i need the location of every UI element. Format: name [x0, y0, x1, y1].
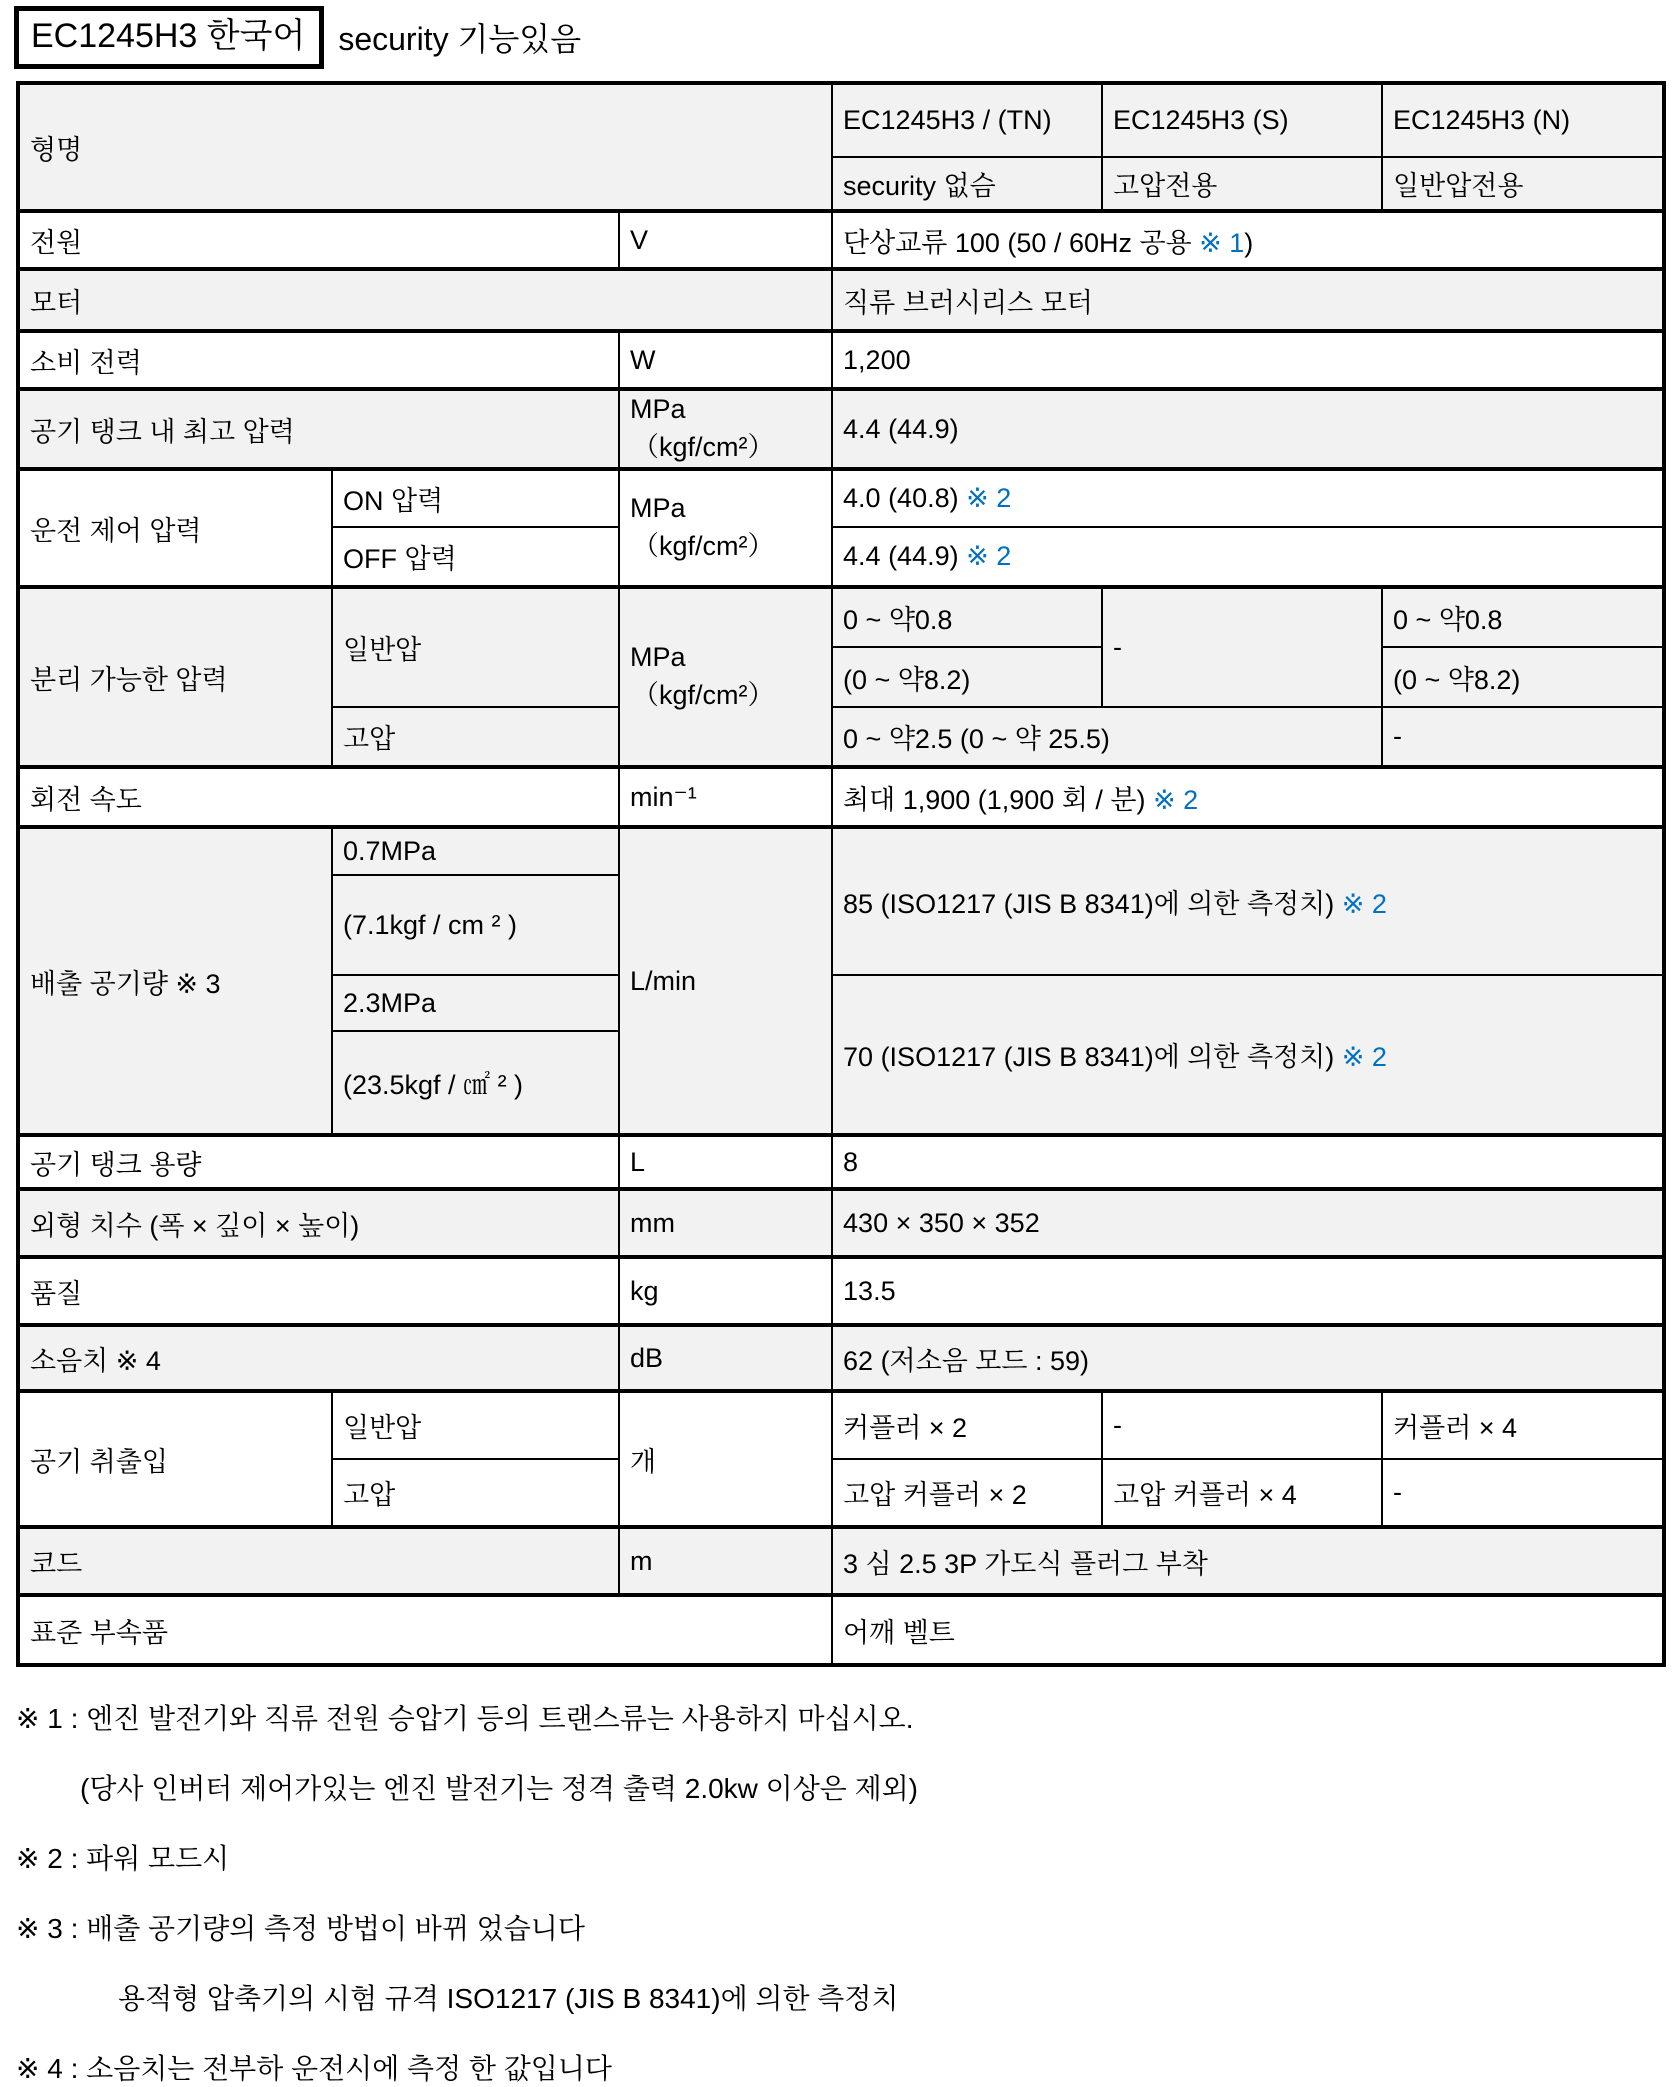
row-discharge-07 [18, 827, 1664, 875]
tank-capacity-value: 8 [832, 1135, 1664, 1189]
air-port-high-s-value: 고압 커플러 × 4 [1102, 1459, 1382, 1527]
model-title-box: EC1245H3 한국어 [14, 6, 324, 69]
discharge-label: 배출 공기량 ※ 3 [18, 827, 332, 1135]
power-value-close: ) [1244, 227, 1254, 258]
standard-accessories-label: 표준 부속품 [18, 1595, 832, 1665]
col-header-s: EC1245H3 (S) [1102, 83, 1382, 157]
row-max-tank-pressure [18, 389, 1664, 469]
discharge-23-value [832, 975, 1664, 1135]
col-subheader-tn: security 없슴 [832, 157, 1102, 211]
op-control-label: 운전 제어 압력 [18, 469, 332, 587]
row-tank-capacity [18, 1135, 1664, 1189]
footnote-1: ※ 1 : 엔진 발전기와 직류 전원 승압기 등의 트랜스류는 사용하지 마십시오. [16, 1703, 914, 1735]
footnote-ref-2: ※ 2 [1341, 889, 1387, 920]
model-name-header: 형명 [18, 83, 832, 211]
title-bar [0, 0, 1678, 69]
discharge-unit: L/min [619, 827, 832, 1135]
unit-line1: MPa [630, 493, 686, 524]
air-port-high-n-value: - [1382, 1459, 1664, 1527]
row-op-control-on [18, 469, 1664, 527]
mass-value: 13.5 [832, 1257, 1664, 1325]
op-control-on-sublabel: ON 압력 [332, 469, 619, 527]
noise-unit: dB [619, 1325, 832, 1391]
off-value-text: 4.4 (44.9) [843, 541, 967, 572]
power-value-text: 단상교류 100 (50 / 60Hz 공용 [843, 227, 1200, 258]
air-port-normal-n-value: 커플러 × 4 [1382, 1391, 1664, 1459]
footnote-ref-2: ※ 2 [966, 483, 1012, 514]
row-power [18, 211, 1664, 269]
standard-accessories-value: 어깨 벨트 [832, 1595, 1664, 1665]
op-control-off-value [832, 527, 1664, 587]
discharge-07-text: 85 (ISO1217 (JIS B 8341)에 의한 측정치) [843, 889, 1342, 920]
separable-label: 분리 가능한 압력 [18, 587, 332, 767]
on-value-text: 4.0 (40.8) [843, 483, 967, 514]
unit-line1: MPa [630, 642, 686, 673]
power-unit: V [619, 211, 832, 269]
discharge-sublabel-23mpa: 2.3MPa [332, 975, 619, 1031]
air-port-normal-tn-value: 커플러 × 2 [832, 1391, 1102, 1459]
unit-line1: MPa [630, 394, 686, 425]
unit-line2: （kgf/cm²） [632, 531, 775, 562]
op-control-on-value [832, 469, 1664, 527]
footnote-3: ※ 3 : 배출 공기량의 측정 방법이 바뀌 었습니다 [16, 1913, 585, 1945]
dimensions-value: 430 × 350 × 352 [832, 1189, 1664, 1257]
col-header-n: EC1245H3 (N) [1382, 83, 1664, 157]
op-control-unit [619, 469, 832, 587]
col-subheader-n: 일반압전용 [1382, 157, 1664, 211]
separable-high-tn-s-value: 0 ~ 약2.5 (0 ~ 약 25.5) [832, 707, 1382, 767]
cord-unit: m [619, 1527, 832, 1595]
spec-table [16, 81, 1666, 1667]
max-tank-pressure-unit [619, 389, 832, 469]
footnote-ref-2: ※ 2 [1341, 1042, 1387, 1073]
unit-line2: （kgf/cm²） [632, 432, 775, 463]
op-control-off-sublabel: OFF 압력 [332, 527, 619, 587]
rotation-speed-unit: min⁻¹ [619, 767, 832, 827]
rotation-value-text: 최대 1,900 (1,900 회 / 분) [843, 784, 1153, 815]
separable-normal-tn-value: 0 ~ 약0.8 [832, 587, 1102, 647]
air-port-high-sublabel: 고압 [332, 1459, 619, 1527]
unit-line2: （kgf/cm²） [632, 680, 775, 711]
tank-capacity-label: 공기 탱크 용량 [18, 1135, 619, 1189]
row-standard-accessories [18, 1595, 1664, 1665]
dimensions-unit: mm [619, 1189, 832, 1257]
page-subtitle: security 기능있음 [338, 20, 582, 57]
discharge-23-text: 70 (ISO1217 (JIS B 8341)에 의한 측정치) [843, 1042, 1342, 1073]
discharge-sublabel-07mpa: 0.7MPa [332, 827, 619, 875]
motor-value: 직류 브러시리스 모터 [832, 269, 1664, 331]
air-port-label: 공기 취출입 [18, 1391, 332, 1527]
row-separable-normal-1 [18, 587, 1664, 647]
footnote-ref-2: ※ 2 [966, 541, 1012, 572]
footnote-2: ※ 2 : 파워 모드시 [16, 1843, 230, 1875]
separable-high-n-value: - [1382, 707, 1664, 767]
row-dimensions [18, 1189, 1664, 1257]
separable-normal-n-value: 0 ~ 약0.8 [1382, 587, 1664, 647]
noise-value: 62 (저소음 모드 : 59) [832, 1325, 1664, 1391]
air-port-normal-sublabel: 일반압 [332, 1391, 619, 1459]
dimensions-label: 외형 치수 (폭 × 깊이 × 높이) [18, 1189, 619, 1257]
footnotes [0, 1667, 1678, 2087]
separable-high-sublabel: 고압 [332, 707, 619, 767]
footnote-ref-2: ※ 2 [1152, 784, 1199, 815]
row-power-consumption [18, 331, 1664, 389]
discharge-sublabel-235kgf: (23.5kgf / ㎠ ² ) [332, 1031, 619, 1135]
mass-unit: kg [619, 1257, 832, 1325]
footnote-3-continued: 용적형 압축기의 시험 규격 ISO1217 (JIS B 8341)에 의한 측정치 [118, 1983, 899, 2015]
separable-normal-tn-value2: (0 ~ 약8.2) [832, 647, 1102, 707]
row-mass [18, 1257, 1664, 1325]
max-tank-pressure-label: 공기 탱크 내 최고 압력 [18, 389, 619, 469]
separable-normal-s-value: - [1102, 587, 1382, 707]
col-subheader-s: 고압전용 [1102, 157, 1382, 211]
cord-label: 코드 [18, 1527, 619, 1595]
row-rotation-speed [18, 767, 1664, 827]
air-port-high-tn-value: 고압 커플러 × 2 [832, 1459, 1102, 1527]
motor-label: 모터 [18, 269, 832, 331]
power-value [832, 211, 1664, 269]
separable-normal-sublabel: 일반압 [332, 587, 619, 707]
footnote-4: ※ 4 : 소음치는 전부하 운전시에 측정 한 값입니다 [16, 2053, 612, 2085]
mass-label: 품질 [18, 1257, 619, 1325]
footnote-1-continued: (당사 인버터 제어가있는 엔진 발전기는 정격 출력 2.0kw 이상은 제외) [80, 1773, 919, 1805]
rotation-speed-label: 회전 속도 [18, 767, 619, 827]
noise-label: 소음치 ※ 4 [18, 1325, 619, 1391]
air-port-normal-s-value: - [1102, 1391, 1382, 1459]
separable-normal-n-value2: (0 ~ 약8.2) [1382, 647, 1664, 707]
tank-capacity-unit: L [619, 1135, 832, 1189]
power-label: 전원 [18, 211, 619, 269]
header-row-models [18, 83, 1664, 157]
separable-unit [619, 587, 832, 767]
row-noise [18, 1325, 1664, 1391]
row-air-port-normal [18, 1391, 1664, 1459]
footnote-ref-1: ※ 1 [1199, 227, 1245, 258]
discharge-07-value [832, 827, 1664, 975]
rotation-speed-value [832, 767, 1664, 827]
row-motor [18, 269, 1664, 331]
power-consumption-value: 1,200 [832, 331, 1664, 389]
cord-value: 3 심 2.5 3P 가도식 플러그 부착 [832, 1527, 1664, 1595]
air-port-unit: 개 [619, 1391, 832, 1527]
power-consumption-label: 소비 전력 [18, 331, 619, 389]
row-cord [18, 1527, 1664, 1595]
max-tank-pressure-value: 4.4 (44.9) [832, 389, 1664, 469]
power-consumption-unit: W [619, 331, 832, 389]
discharge-sublabel-71kgf: (7.1kgf / cm ² ) [332, 875, 619, 975]
col-header-tn: EC1245H3 / (TN) [832, 83, 1102, 157]
